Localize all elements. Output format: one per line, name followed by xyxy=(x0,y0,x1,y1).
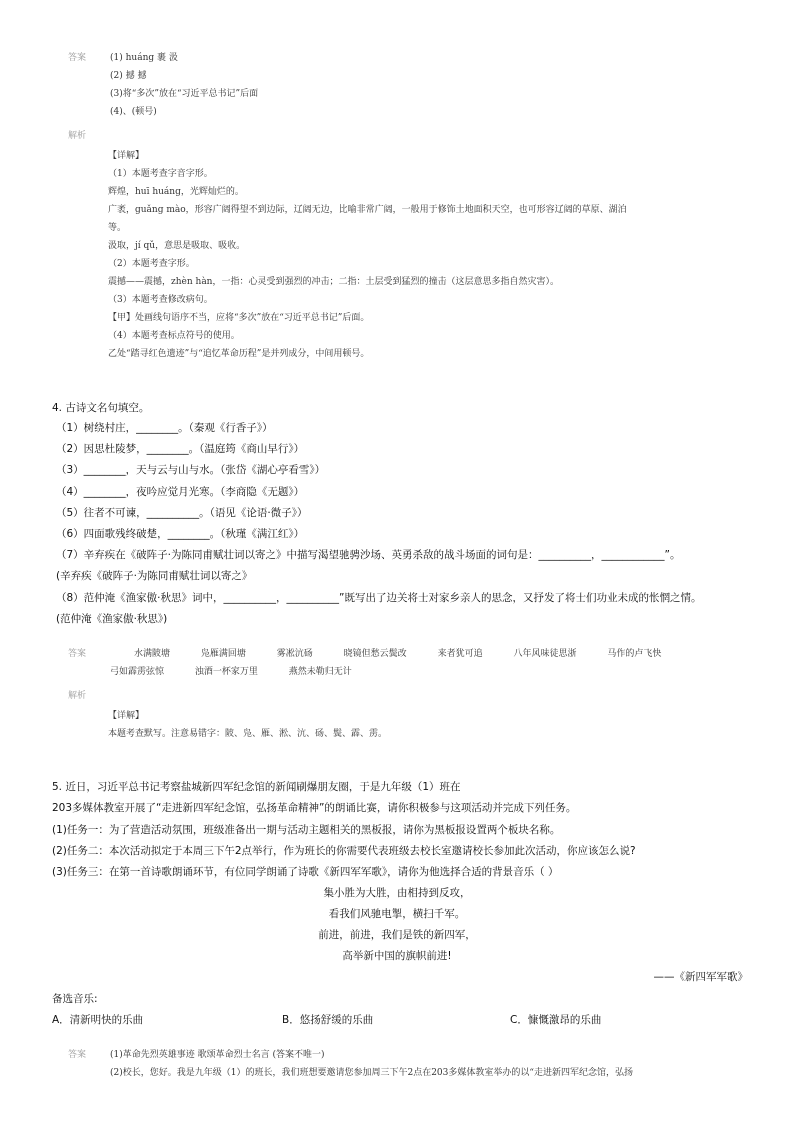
question-item: （1）树绕村庄，________。（秦观《行香子》） xyxy=(56,422,273,434)
question-title: 4. 古诗文名句填空。 xyxy=(52,402,150,414)
answer-line: (4)、(顿号) xyxy=(110,107,157,117)
answer-tag: 答案 xyxy=(68,53,87,63)
analysis-line: 乙处“踏寻红色遗迹”与“追忆革命历程”是并列成分，中间用顿号。 xyxy=(108,349,370,359)
question-text: (3)任务三：在第一首诗歌朗诵环节，有位同学朗诵了诗歌《新四军军歌》，请你为他选择合适的背景音乐（ ） xyxy=(52,866,559,878)
answer-item: 燕然未勒归无计 xyxy=(288,667,352,677)
options-label: 备选音乐: xyxy=(52,993,98,1005)
answer-line: (1) huáng 裹 汲 xyxy=(110,53,178,63)
answer-item: 晓镜但愁云鬓改 xyxy=(343,649,407,659)
analysis-line: 震撼——震撼，zhèn hàn，一指：心灵受到强烈的冲击；二指：土层受到猛烈的撞击（这层意思多指自然灾害）。 xyxy=(108,277,559,287)
answer-item: 雾凇沆砀 xyxy=(276,649,313,659)
analysis-tag: 解析 xyxy=(68,691,87,701)
question-text: (1)任务一：为了营造活动氛围，班级准备出一期与活动主题相关的黑板报，请你为黑板报设置两个板块名称。 xyxy=(52,824,561,836)
question-text: 5. 近日，习近平总书记考察盐城新四军纪念馆的新闻刷爆朋友圈，于是九年级（1）班在 xyxy=(52,781,461,793)
option-c: C．慷慨激昂的乐曲 xyxy=(510,1014,602,1026)
poem-line: 集小胜为大胜，由相持到反攻， xyxy=(323,887,471,899)
question-text: 203多媒体教室开展了“走进新四军纪念馆，弘扬革命精神”的朗诵比赛，请你积极参与这项活动并完成下列任务。 xyxy=(52,802,577,814)
answer-item: 弓如霹雳弦惊 xyxy=(110,667,165,677)
answer-item: 来者犹可追 xyxy=(437,649,483,659)
answer-item: 浊酒一杯家万里 xyxy=(194,667,258,677)
question-item: （6）四面歌残终破楚，________。（秋瑾《满江红》） xyxy=(56,528,305,540)
answer-line: (2) 撼 撼 xyxy=(110,71,147,81)
analysis-line: 【详解】 xyxy=(108,711,145,721)
question-item: （7）辛弃疾在《破阵子·为陈同甫赋壮词以寄之》中描写渴望驰骋沙场、英勇杀敌的战斗场面的词句是：__________，____________”。 xyxy=(56,549,681,561)
question-item: （5）往者不可谏，__________。（语见《论语·微子》） xyxy=(56,507,308,519)
answer-line: (3)将“多次”放在“习近平总书记”后面 xyxy=(110,89,259,99)
analysis-line: 【详解】 xyxy=(108,151,145,161)
poem-line: 前进，前进，我们是铁的新四军， xyxy=(318,929,476,941)
analysis-line: （3）本题考查修改病句。 xyxy=(108,295,213,305)
analysis-tag: 解析 xyxy=(68,131,87,141)
question-item: （8）范仲淹《渔家傲·秋思》词中，__________，__________”既写出了边关将士对家乡亲人的思念，又抒发了将士们功业未成的怅惘之情。 xyxy=(56,592,702,604)
analysis-line: 本题考查默写。注意易错字：陂、凫、雁、淞、沆、砀、鬓、霹、雳。 xyxy=(108,729,388,739)
option-a: A．清新明快的乐曲 xyxy=(52,1014,144,1026)
analysis-line: 辉煌，huī huáng，光辉灿烂的。 xyxy=(108,187,244,197)
analysis-line: （4）本题考查标点符号的使用。 xyxy=(108,331,240,341)
answer-row xyxy=(110,664,380,677)
question-text: (2)任务二：本次活动拟定于本周三下午2点举行，作为班长的你需要代表班级去校长室邀请校长参加此次活动，你应该怎么说? xyxy=(52,845,636,857)
question-item: （2）因思杜陵梦，________。（温庭筠《商山早行》） xyxy=(56,443,305,455)
analysis-line: 等。 xyxy=(108,223,127,233)
option-b: B．悠扬舒缓的乐曲 xyxy=(282,1014,374,1026)
question-item: (范仲淹《渔家傲·秋思》) xyxy=(56,613,168,625)
poem-line: 高举新中国的旗帜前进! xyxy=(342,950,452,962)
answer-item: 马作的卢飞快 xyxy=(607,649,662,659)
analysis-line: （2）本题考查字形。 xyxy=(108,259,195,269)
answer-tag: 答案 xyxy=(68,649,87,659)
answer-item: 水满陂塘 xyxy=(134,649,171,659)
analysis-line: 【甲】处画线句语序不当，应将“多次”放在“习近平总书记”后面。 xyxy=(108,313,370,323)
analysis-line: 汲取，jí qǔ，意思是吸取、吸收。 xyxy=(108,241,246,251)
answer-line: (2)校长，您好。我是九年级（1）的班长，我们班想要邀请您参加周三下午2点在203多媒体教室举办的以“走进新四军纪念馆，弘扬 xyxy=(110,1068,633,1078)
analysis-line: （1）本题考查字音字形。 xyxy=(108,169,213,179)
answer-item: 凫雁满回塘 xyxy=(200,649,246,659)
answer-tag: 答案 xyxy=(68,1050,87,1060)
answer-row xyxy=(134,646,689,659)
poem-source: ——《新四军军歌》 xyxy=(653,971,748,983)
question-item: （3）________，天与云与山与水。（张岱《湖心亭看雪》） xyxy=(56,464,326,476)
analysis-line: 广袤，guǎng mào，形容广阔得望不到边际，辽阔无边，比喻非常广阔，一般用于修饰土地面积天空，也可形容辽阔的草原、湖泊 xyxy=(108,205,627,215)
poem-line: 看我们风驰电掣，横扫千军。 xyxy=(328,908,466,920)
answer-line: (1)革命先烈英雄事迹 歌颂革命烈士名言 (答案不唯一) xyxy=(110,1050,325,1060)
answer-item: 八年风味徒思浙 xyxy=(513,649,577,659)
question-item: (辛弃疾《破阵子·为陈同甫赋壮词以寄之》 xyxy=(56,570,253,582)
question-item: （4）________，夜吟应觉月光寒。（李商隐《无题》） xyxy=(56,486,305,498)
